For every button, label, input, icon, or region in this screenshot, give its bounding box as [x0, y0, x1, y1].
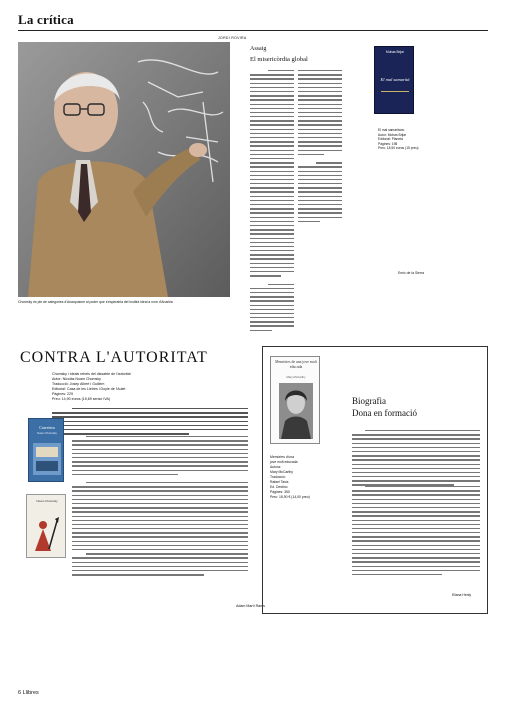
book-2-cover-art — [33, 443, 61, 475]
book-4-info — [270, 455, 310, 500]
chalkboard-photo-illustration — [18, 42, 230, 297]
book-2-cover-title: Carretera — [39, 425, 55, 430]
biography-body-paragraph-1 — [352, 430, 480, 489]
book-cover-title: El mal samarità — [380, 77, 410, 82]
header-rule — [18, 30, 488, 31]
book-meta-line: Editorial: Casa de les Lletres i Doyle de l'Aulet — [52, 387, 126, 391]
review-body-column-2 — [298, 70, 342, 225]
biography-signature: Eliana Henly — [452, 593, 472, 597]
article-intro-paragraph — [52, 408, 248, 437]
book-4-cover-author: Mary McCarthy — [286, 375, 306, 379]
book-4-info-line: jove molt educada — [270, 460, 298, 464]
section-title: La crítica — [18, 12, 74, 27]
book-4-info-line: Mary McCarthy — [270, 470, 293, 474]
book-meta-line: Traducció: Josep Albert i Guillem — [52, 382, 105, 386]
book-2-cover-author: Noam Chomsky — [37, 431, 57, 435]
review-kicker: Assaig — [250, 46, 267, 52]
book-4-info-line: Autora: — [270, 465, 281, 469]
article-byline: Adam Martí Rams — [236, 604, 265, 608]
book-4-info-line: Traducció: — [270, 475, 286, 479]
review-signature: Enric de la Sierra — [398, 271, 425, 275]
book-cover-chomsky-2 — [26, 494, 66, 558]
book-4-info-line: Preu: 18,90 € (14,00 preu) — [270, 495, 310, 499]
photo-caption: Chomsky és ple de categories d'Anarquisme al poder que s'esperabla del Institut ideal a nom d'Anarkia — [18, 300, 173, 304]
review-headline: El misericòrdia global — [250, 56, 308, 63]
book-1-info-line: Autor: Mohas Brijar — [378, 132, 407, 137]
book-meta-line: Pàgines: 229 — [52, 392, 73, 396]
book-4-cover-title: Memòries de una jove molt educada — [275, 360, 317, 369]
biography-body-paragraph-2 — [352, 486, 480, 578]
book-1-info — [378, 128, 419, 151]
page-number: 6 Llibres — [18, 690, 39, 696]
book-meta-line: Chomsky i ideals rebels del dissabte de l'autoritat — [52, 372, 131, 376]
article-title: CONTRA L'AUTORITAT — [20, 349, 208, 366]
book-4-cover-portrait — [279, 383, 313, 439]
book-1-info-line: Preu: 18,50 euros (15 preu) — [378, 146, 419, 151]
book-cover-memories — [270, 356, 320, 444]
book-1-info-line: Editorial: Planeta — [378, 137, 403, 142]
book-cover-carretera — [28, 418, 64, 482]
biography-title: Dona en formació — [352, 408, 417, 418]
book-4-info-line: Pàgines: 350 — [270, 490, 290, 494]
book-3-cover-art — [31, 511, 63, 555]
book-meta-line: Autor: Nicolás Noam Chomsky — [52, 377, 101, 381]
article-book-meta — [52, 372, 131, 402]
main-photo — [18, 42, 230, 297]
book-1-info-line: El mal samaritano — [378, 128, 405, 132]
article-body-lower — [72, 482, 248, 578]
photo-credit: JORDI ROVIRA — [218, 36, 247, 40]
book-4-info-line: Ed. Destino — [270, 485, 288, 489]
article-body-upper — [72, 436, 248, 478]
book-cover-el-mal-samarita — [374, 46, 414, 114]
book-1-info-line: Pàgines: 198 — [378, 141, 398, 146]
book-4-info-line: Memòries d'una — [270, 455, 295, 459]
biography-kicker: Biografia — [352, 396, 386, 406]
book-3-cover-author: Noam Chomsky — [36, 499, 58, 503]
book-4-info-line: Rafael Tasis — [270, 480, 289, 484]
book-cover-rule — [381, 91, 409, 92]
review-body-column-1 — [250, 70, 294, 334]
book-meta-line: Preu: 14,90 euros (15,69 sense IVA) — [52, 397, 111, 401]
book-cover-author: Mohas Brijar — [386, 50, 404, 54]
